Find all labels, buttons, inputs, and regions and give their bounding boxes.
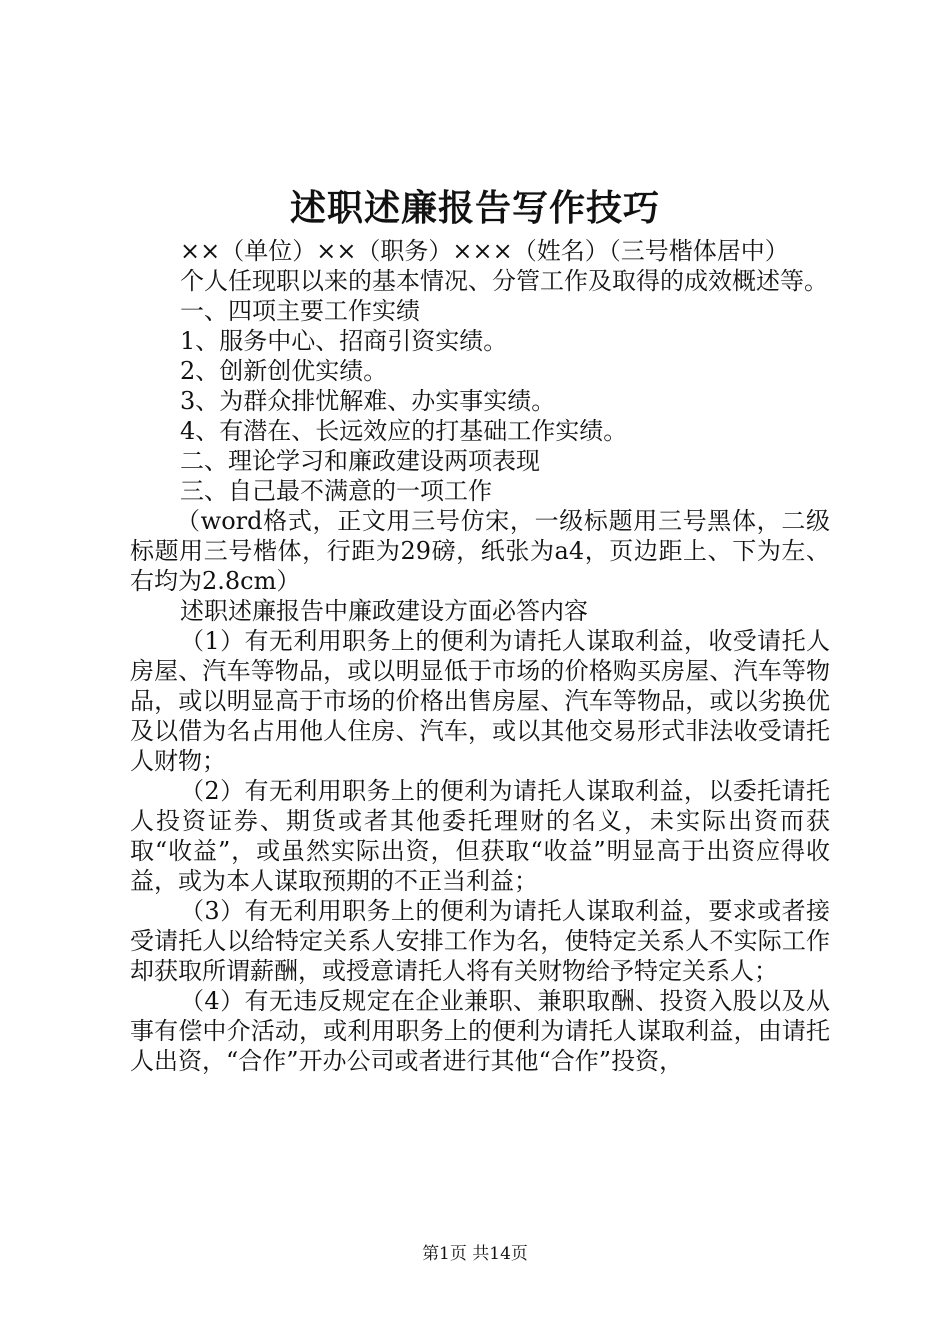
subsection-title: 述职述廉报告中廉政建设方面必答内容 (180, 597, 588, 625)
section-heading-2: 二、理论学习和廉政建设两项表现 (180, 447, 540, 475)
requirement-paragraph: （4）有无违反规定在企业兼职、兼职取酬、投资入股以及从事有偿中介活动，或利用职务上的便利为请托人谋取利益，由请托人出资，“合作”开办公司或者进行其他“合作”投资， (130, 987, 830, 1075)
section-heading-1: 一、四项主要工作实绩 (180, 297, 420, 325)
list-item: 1、服务中心、招商引资实绩。 (180, 327, 508, 355)
list-item: 2、创新创优实绩。 (180, 357, 388, 385)
section-heading-3: 三、自己最不满意的一项工作 (180, 477, 492, 505)
format-note: （word格式，正文用三号仿宋，一级标题用三号黑体，二级标题用三号楷体，行距为29磅，纸张为a4，页边距上、下为左、右均为2.8cm） (130, 507, 830, 595)
document-body (130, 236, 830, 1076)
requirement-paragraph: （2）有无利用职务上的便利为请托人谋取利益，以委托请托人投资证券、期货或者其他委托理财的名义，未实际出资而获取“收益”，或虽然实际出资，但获取“收益”明显高于出资应得收益，或为本人谋取预期的不正当利益； (130, 777, 830, 895)
intro-paragraph: 个人任现职以来的基本情况、分管工作及取得的成效概述等。 (180, 267, 828, 295)
requirement-paragraph: （3）有无利用职务上的便利为请托人谋取利益，要求或者接受请托人以给特定关系人安排工作为名，使特定关系人不实际工作却获取所谓薪酬，或授意请托人将有关财物给予特定关系人； (130, 897, 830, 985)
requirement-paragraph: （1）有无利用职务上的便利为请托人谋取利益，收受请托人房屋、汽车等物品，或以明显低于市场的价格购买房屋、汽车等物品，或以明显高于市场的价格出售房屋、汽车等物品，或以劣换优及以借为名占用他人住房、汽车，或以其他交易形式非法收受请托人财物； (130, 627, 830, 775)
page-footer: 第1页 共14页 (422, 1244, 528, 1264)
author-line: ××（单位）××（职务）×××（姓名）（三号楷体居中） (180, 237, 789, 265)
list-item: 4、有潜在、长远效应的打基础工作实绩。 (180, 417, 628, 445)
document-title: 述职述廉报告写作技巧 (289, 187, 660, 229)
list-item: 3、为群众排忧解难、办实事实绩。 (180, 387, 556, 415)
